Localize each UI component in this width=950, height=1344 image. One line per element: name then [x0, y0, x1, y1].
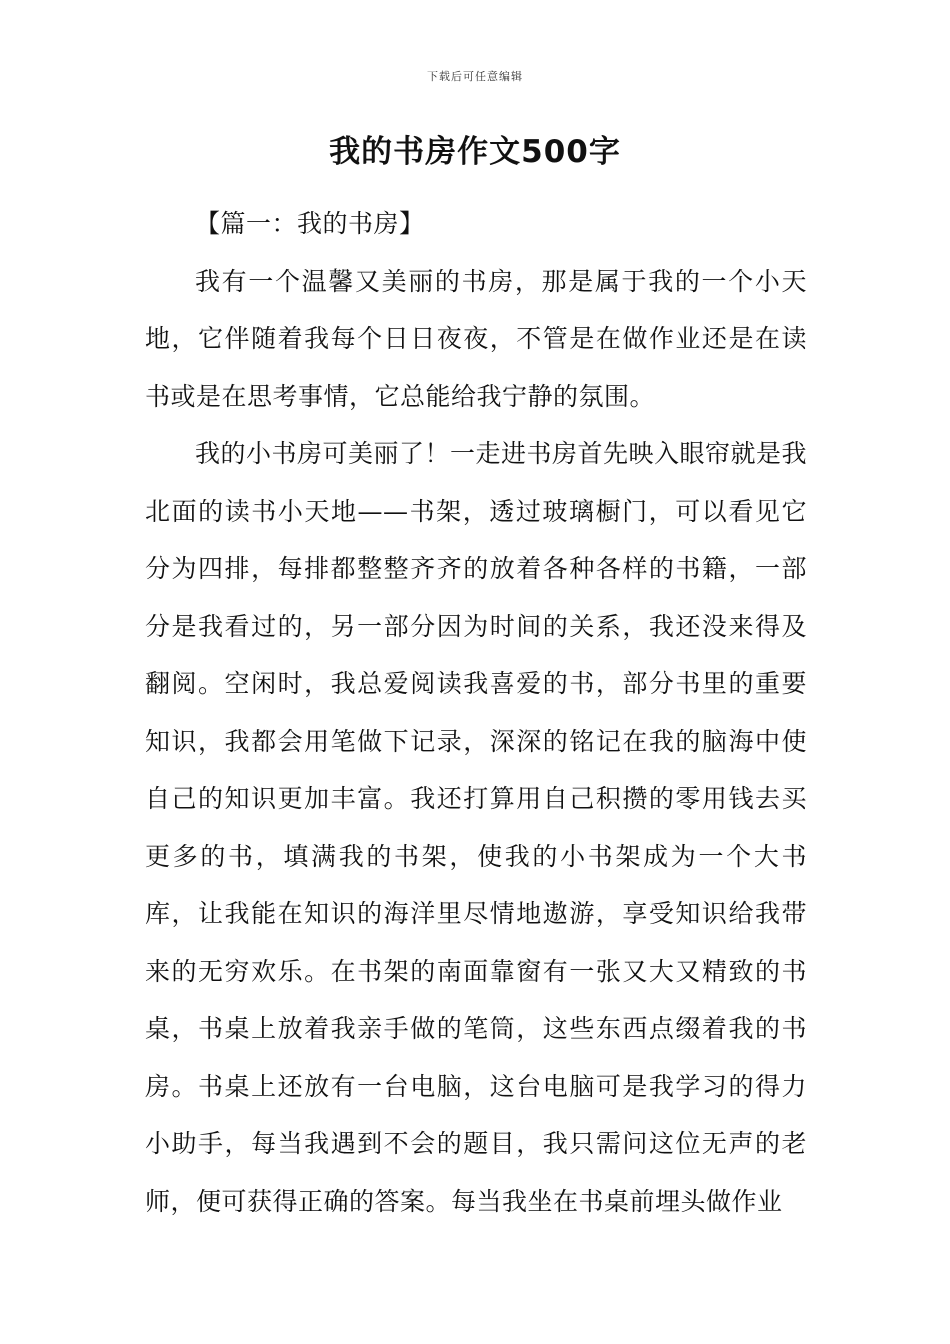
section-heading: 【篇一：我的书房】: [195, 209, 425, 238]
document-body: [145, 195, 807, 1230]
paragraph-1: 我有一个温馨又美丽的书房，那是属于我的一个小天地，它伴随着我每个日日夜夜，不管是在做作业还是在读书或是在思考事情，它总能给我宁静的氛围。: [145, 266, 807, 411]
paragraph-2: 我的小书房可美丽了！一走进书房首先映入眼帘就是我北面的读书小天地——书架，透过玻璃橱门，可以看见它分为四排，每排都整整齐齐的放着各种各样的书籍，一部分是我看过的，另一部分因为时间的关系，我还没来得及翻阅。空闲时，我总爱阅读我喜爱的书，部分书里的重要知识，我都会用笔做下记录，深深的铭记在我的脑海中使自己的知识更加丰富。我还打算用自己积攒的零用钱去买更多的书，填满我的书架，使我的小书架成为一个大书库，让我能在知识的海洋里尽情地遨游，享受知识给我带来的无穷欢乐。在书架的南面靠窗有一张又大又精致的书桌，书桌上放着我亲手做的笔筒，这些东西点缀着我的书房。书桌上还放有一台电脑，这台电脑可是我学习的得力小助手，每当我遇到不会的题目，我只需问这位无声的老师，便可获得正确的答案。每当我坐在书桌前埋头做作业: [145, 439, 808, 1216]
header-note: 下载后可任意编辑: [427, 70, 523, 83]
document-title: 我的书房作文500字: [329, 134, 621, 170]
